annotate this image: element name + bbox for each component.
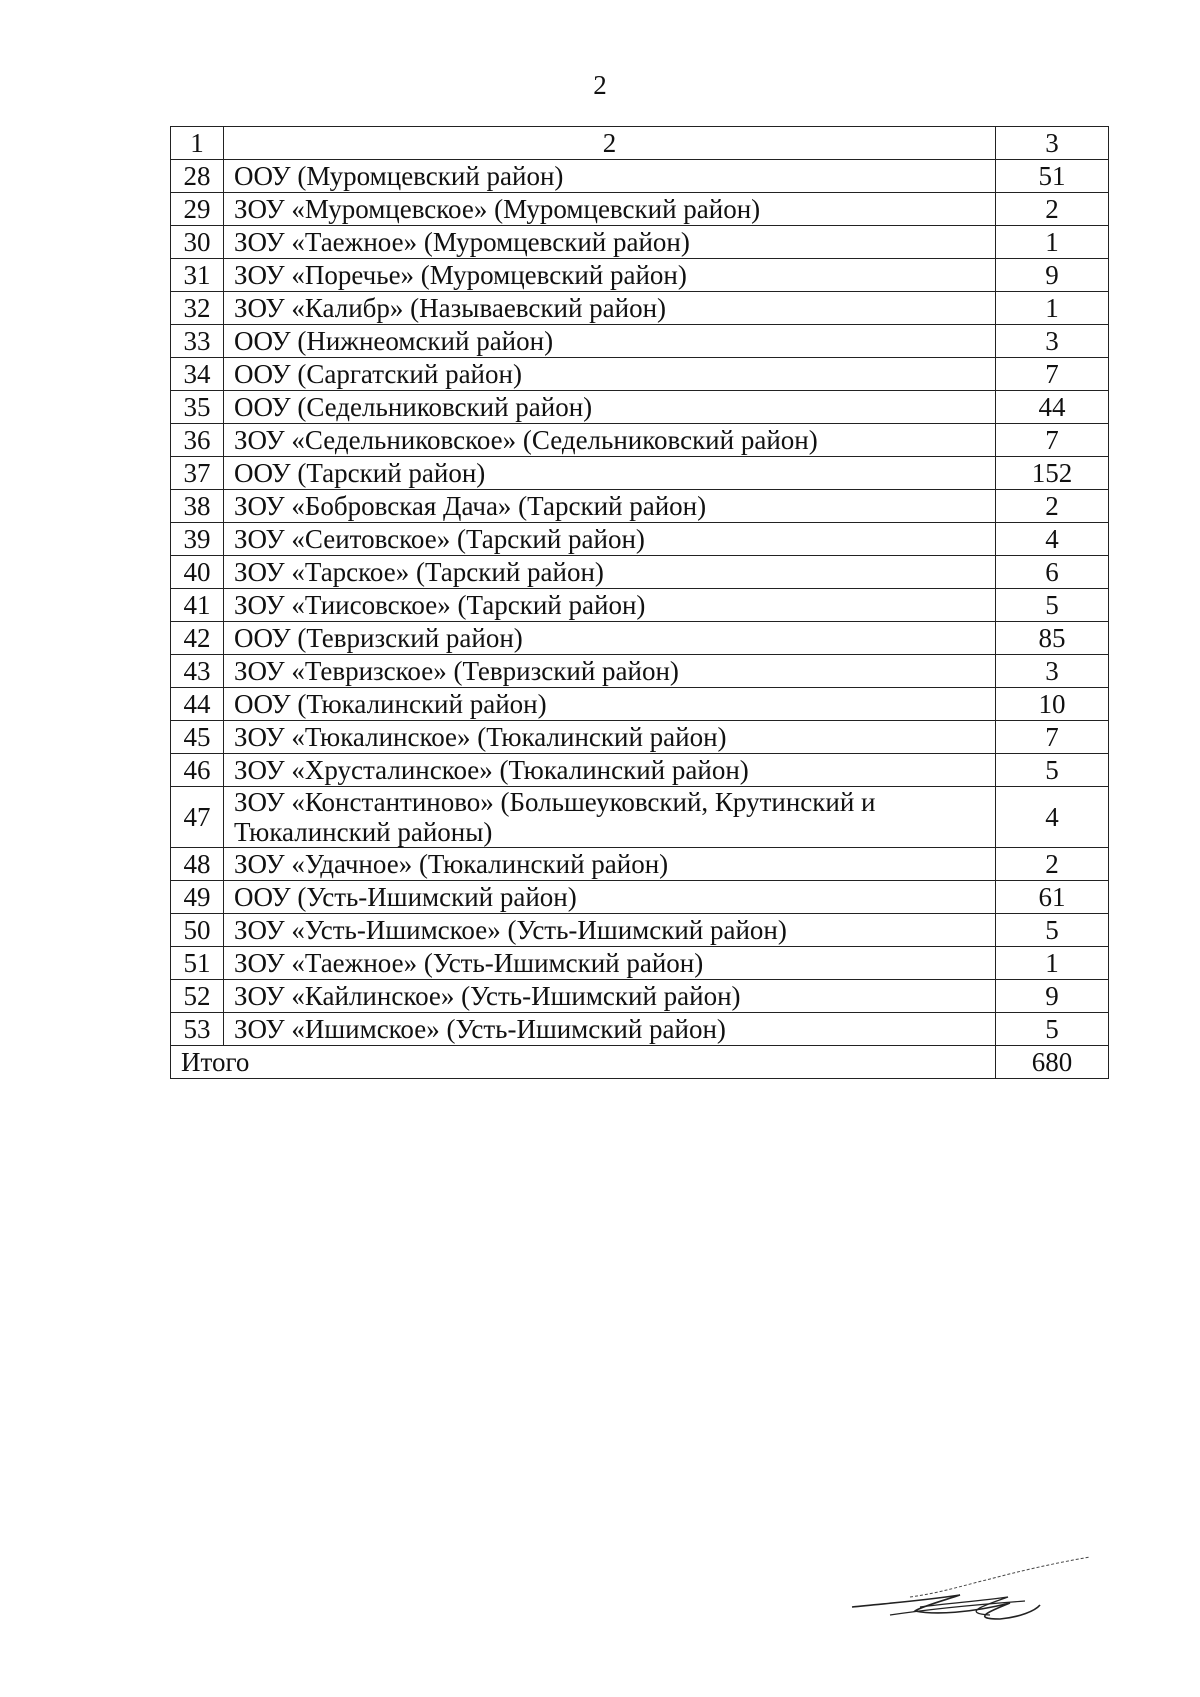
table-row [171, 622, 1109, 655]
table-row [171, 980, 1109, 1013]
table-row [171, 457, 1109, 490]
row-value: 10 [996, 688, 1109, 721]
table-row [171, 947, 1109, 980]
row-value: 9 [996, 980, 1109, 1013]
row-value: 4 [996, 787, 1109, 848]
data-table [170, 126, 1109, 1079]
total-label: Итого [171, 1046, 996, 1079]
row-number: 47 [171, 787, 224, 848]
row-name: ЗОУ «Поречье» (Муромцевский район) [224, 259, 996, 292]
row-value: 7 [996, 721, 1109, 754]
row-number: 37 [171, 457, 224, 490]
row-name: ЗОУ «Кайлинское» (Усть-Ишимский район) [224, 980, 996, 1013]
row-value: 61 [996, 881, 1109, 914]
table-row [171, 914, 1109, 947]
row-number: 50 [171, 914, 224, 947]
table-row [171, 325, 1109, 358]
row-name: ЗОУ «Тарское» (Тарский район) [224, 556, 996, 589]
table-row [171, 292, 1109, 325]
row-value: 5 [996, 589, 1109, 622]
row-name: ЗОУ «Тиисовское» (Тарский район) [224, 589, 996, 622]
table-row [171, 721, 1109, 754]
row-value: 51 [996, 160, 1109, 193]
row-name: ООУ (Саргатский район) [224, 358, 996, 391]
table-row [171, 1013, 1109, 1046]
table-row [171, 848, 1109, 881]
row-number: 42 [171, 622, 224, 655]
header-col-2: 2 [224, 127, 996, 160]
row-number: 46 [171, 754, 224, 787]
row-name: ЗОУ «Седельниковское» (Седельниковский район) [224, 424, 996, 457]
row-value: 7 [996, 358, 1109, 391]
row-value: 2 [996, 848, 1109, 881]
row-value: 9 [996, 259, 1109, 292]
row-name: ЗОУ «Хрусталинское» (Тюкалинский район) [224, 754, 996, 787]
row-value: 152 [996, 457, 1109, 490]
table-row [171, 787, 1109, 848]
row-number: 41 [171, 589, 224, 622]
table-row [171, 556, 1109, 589]
row-name: ЗОУ «Удачное» (Тюкалинский район) [224, 848, 996, 881]
row-value: 1 [996, 947, 1109, 980]
row-name: ООУ (Седельниковский район) [224, 391, 996, 424]
row-number: 44 [171, 688, 224, 721]
table-row [171, 523, 1109, 556]
table-row [171, 193, 1109, 226]
row-value: 5 [996, 1013, 1109, 1046]
row-name: ООУ (Тарский район) [224, 457, 996, 490]
row-name: ЗОУ «Таежное» (Усть-Ишимский район) [224, 947, 996, 980]
row-number: 38 [171, 490, 224, 523]
table-body [171, 127, 1109, 1079]
table-row [171, 391, 1109, 424]
row-number: 39 [171, 523, 224, 556]
table-row [171, 160, 1109, 193]
row-value: 5 [996, 914, 1109, 947]
page-number: 2 [593, 70, 607, 100]
row-number: 53 [171, 1013, 224, 1046]
row-name: ООУ (Тевризский район) [224, 622, 996, 655]
row-value: 6 [996, 556, 1109, 589]
table-row [171, 424, 1109, 457]
row-number: 33 [171, 325, 224, 358]
table-row [171, 754, 1109, 787]
table-row [171, 490, 1109, 523]
row-number: 28 [171, 160, 224, 193]
table-row [171, 589, 1109, 622]
row-number: 30 [171, 226, 224, 259]
row-name: ООУ (Усть-Ишимский район) [224, 881, 996, 914]
row-value: 4 [996, 523, 1109, 556]
row-name: ЗОУ «Ишимское» (Усть-Ишимский район) [224, 1013, 996, 1046]
row-value: 3 [996, 325, 1109, 358]
row-name: ЗОУ «Константиново» (Большеуковский, Крутинский и Тюкалинский районы) [224, 787, 996, 848]
table-row [171, 358, 1109, 391]
row-number: 52 [171, 980, 224, 1013]
handwritten-signature [850, 1545, 1100, 1635]
header-col-1: 1 [171, 127, 224, 160]
row-number: 32 [171, 292, 224, 325]
total-row [171, 1046, 1109, 1079]
row-number: 51 [171, 947, 224, 980]
row-value: 2 [996, 193, 1109, 226]
row-value: 7 [996, 424, 1109, 457]
row-value: 85 [996, 622, 1109, 655]
table-row [171, 259, 1109, 292]
table-row [171, 655, 1109, 688]
row-value: 44 [996, 391, 1109, 424]
row-number: 29 [171, 193, 224, 226]
row-number: 31 [171, 259, 224, 292]
row-value: 1 [996, 292, 1109, 325]
row-number: 45 [171, 721, 224, 754]
row-name: ЗОУ «Бобровская Дача» (Тарский район) [224, 490, 996, 523]
table-row [171, 881, 1109, 914]
row-name: ООУ (Нижнеомский район) [224, 325, 996, 358]
table-row [171, 226, 1109, 259]
row-value: 2 [996, 490, 1109, 523]
table-header-row [171, 127, 1109, 160]
row-value: 1 [996, 226, 1109, 259]
row-name: ЗОУ «Таежное» (Муромцевский район) [224, 226, 996, 259]
row-name: ЗОУ «Калибр» (Называевский район) [224, 292, 996, 325]
row-name: ЗОУ «Тевризское» (Тевризский район) [224, 655, 996, 688]
table-row [171, 688, 1109, 721]
row-number: 36 [171, 424, 224, 457]
row-number: 35 [171, 391, 224, 424]
row-name: ЗОУ «Усть-Ишимское» (Усть-Ишимский район) [224, 914, 996, 947]
row-value: 5 [996, 754, 1109, 787]
row-number: 34 [171, 358, 224, 391]
total-value: 680 [996, 1046, 1109, 1079]
row-number: 49 [171, 881, 224, 914]
row-number: 40 [171, 556, 224, 589]
header-col-3: 3 [996, 127, 1109, 160]
row-number: 48 [171, 848, 224, 881]
row-name: ЗОУ «Сеитовское» (Тарский район) [224, 523, 996, 556]
row-name: ЗОУ «Муромцевское» (Муромцевский район) [224, 193, 996, 226]
row-name: ЗОУ «Тюкалинское» (Тюкалинский район) [224, 721, 996, 754]
row-value: 3 [996, 655, 1109, 688]
row-name: ООУ (Муромцевский район) [224, 160, 996, 193]
row-name: ООУ (Тюкалинский район) [224, 688, 996, 721]
row-number: 43 [171, 655, 224, 688]
